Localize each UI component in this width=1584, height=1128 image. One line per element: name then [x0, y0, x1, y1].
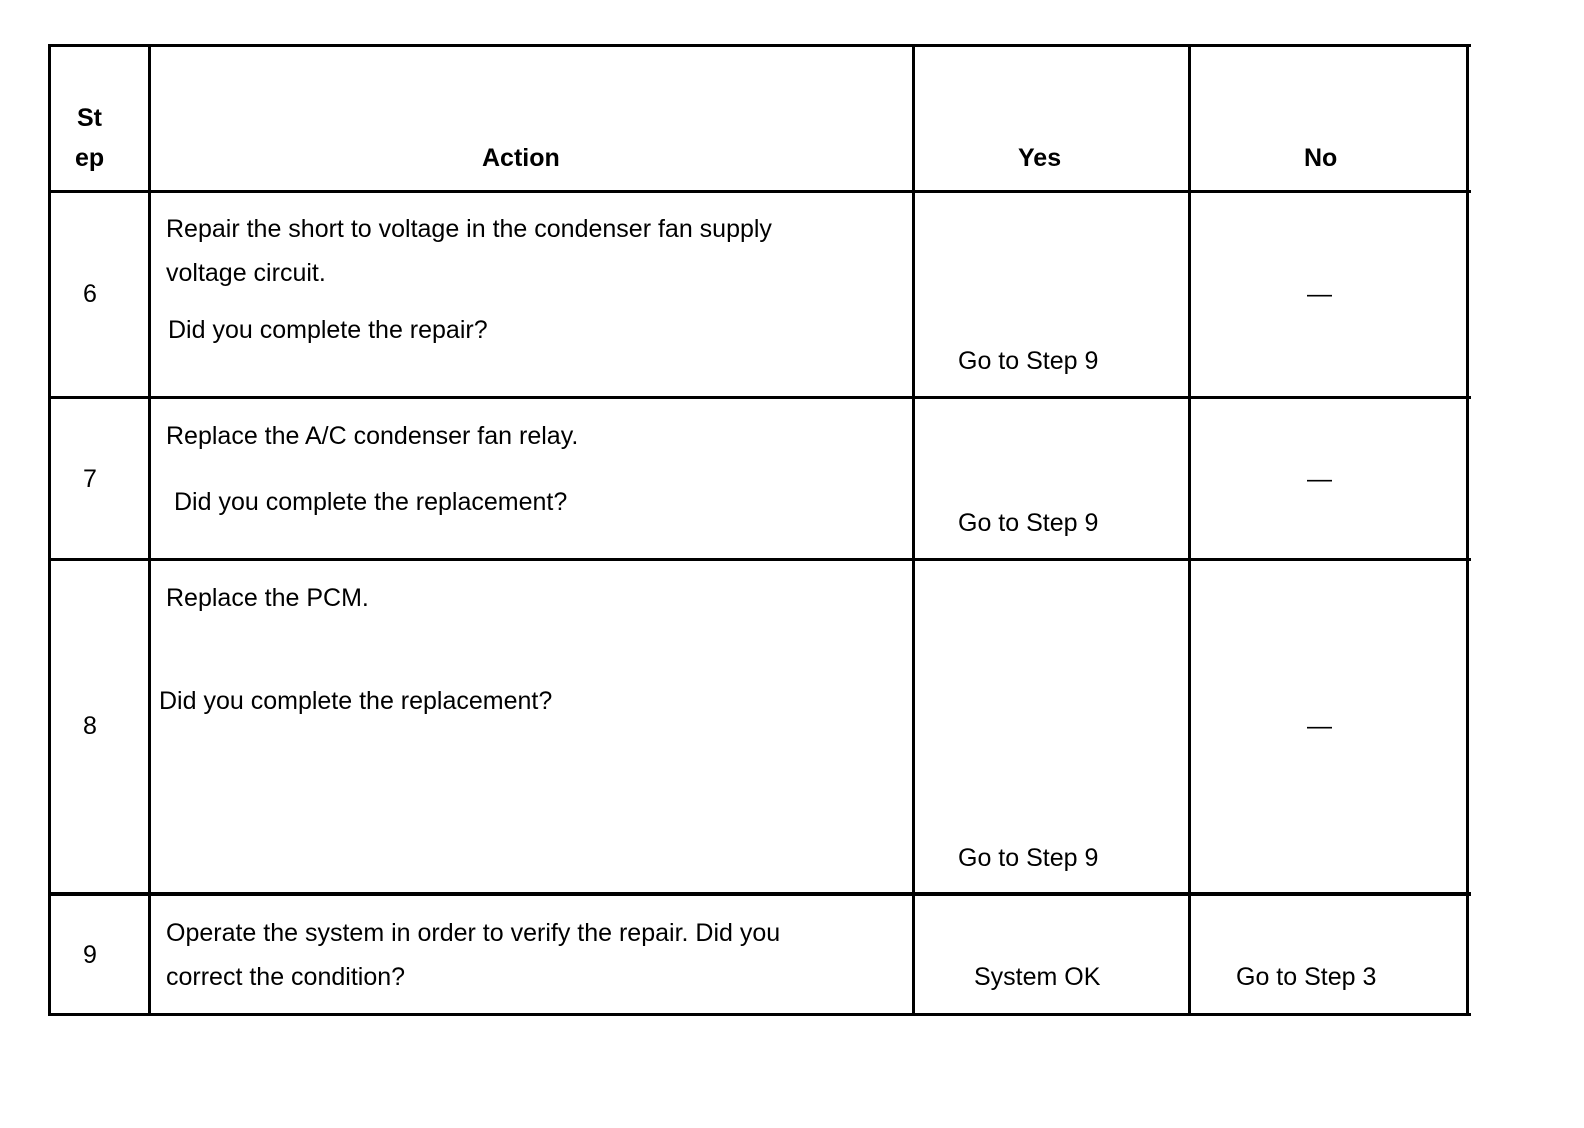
header-divider [48, 190, 1471, 193]
row-divider [48, 396, 1471, 399]
action-text: Replace the PCM. [166, 584, 369, 612]
action-question: Did you complete the replacement? [174, 488, 568, 516]
column-divider [1188, 44, 1191, 1016]
step-number: 6 [83, 280, 97, 308]
header-yes: Yes [1018, 144, 1062, 172]
header-step-line2: ep [75, 144, 105, 172]
row-divider [48, 892, 1471, 896]
border-left [48, 44, 51, 1016]
no-result: — [1307, 712, 1332, 740]
header-no: No [1304, 144, 1338, 172]
border-right [1466, 44, 1469, 1016]
row-divider [48, 558, 1471, 561]
no-result: — [1307, 465, 1332, 493]
yes-result: Go to Step 9 [958, 509, 1099, 537]
action-text: Operate the system in order to verify the repair. Did you [166, 919, 781, 947]
step-number: 7 [83, 465, 97, 493]
yes-result: Go to Step 9 [958, 844, 1099, 872]
no-result: Go to Step 3 [1236, 963, 1377, 991]
yes-result: System OK [974, 963, 1101, 991]
step-number: 8 [83, 712, 97, 740]
action-text: voltage circuit. [166, 259, 326, 287]
header-step-line1: St [77, 104, 102, 132]
action-text: Replace the A/C condenser fan relay. [166, 422, 579, 450]
yes-result: Go to Step 9 [958, 347, 1099, 375]
header-action: Action [482, 144, 560, 172]
action-question: Did you complete the repair? [168, 316, 488, 344]
border-bottom [48, 1013, 1471, 1016]
action-text: Repair the short to voltage in the condenser fan supply [166, 215, 772, 243]
action-text: correct the condition? [166, 963, 406, 991]
no-result: — [1307, 280, 1332, 308]
action-question: Did you complete the replacement? [159, 687, 553, 715]
column-divider [912, 44, 915, 1016]
step-number: 9 [83, 941, 97, 969]
column-divider [148, 44, 151, 1016]
border-top [48, 44, 1471, 47]
